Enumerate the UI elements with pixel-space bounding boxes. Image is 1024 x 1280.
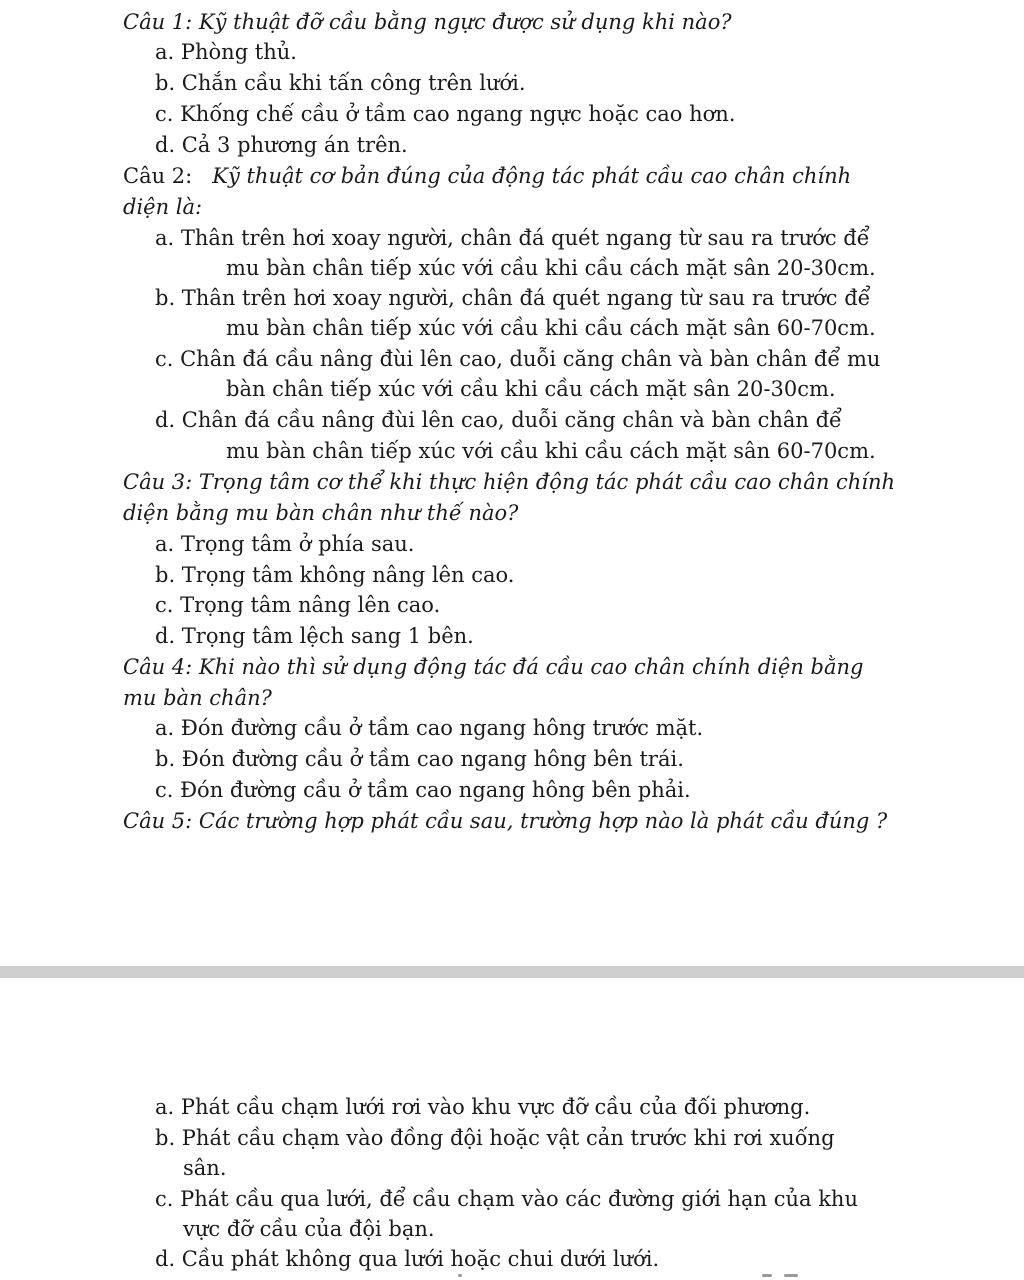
question-2-option-d-line1: d. Chân đá cầu nâng đùi lên cao, duỗi căng chân và bàn chân để [155, 408, 842, 432]
question-2-title-line1 [0, 162, 1024, 190]
question-2-label: Câu 2: [123, 164, 193, 188]
question-2-option-b-line2: mu bàn chân tiếp xúc với cầu khi cầu cách mặt sân 60-70cm. [226, 316, 876, 340]
question-4-option-b: b. Đón đường cầu ở tầm cao ngang hông bên trái. [155, 747, 684, 771]
question-2-option-c-line1: c. Chân đá cầu nâng đùi lên cao, duỗi căng chân và bàn chân để mu [155, 347, 881, 371]
question-5-option-d: d. Cầu phát không qua lưới hoặc chui dưới lưới. [155, 1247, 660, 1271]
question-1-option-d: d. Cả 3 phương án trên. [155, 133, 408, 157]
question-5-option-c-line1: c. Phát cầu qua lưới, để cầu chạm vào các đường giới hạn của khu [155, 1187, 858, 1211]
question-5-option-b-line1: b. Phát cầu chạm vào đồng đội hoặc vật cản trước khi rơi xuống [155, 1126, 835, 1150]
question-4-option-c: c. Đón đường cầu ở tầm cao ngang hông bên phải. [155, 778, 691, 802]
question-4-title-line2: mu bàn chân? [123, 686, 272, 710]
question-3-option-c: c. Trọng tâm nâng lên cao. [155, 593, 441, 617]
question-2-title-line2: diện là: [123, 195, 203, 219]
question-3-option-a: a. Trọng tâm ở phía sau. [155, 532, 415, 556]
question-1-option-b: b. Chắn cầu khi tấn công trên lưới. [155, 71, 526, 95]
question-5-option-a: a. Phát cầu chạm lưới rơi vào khu vực đỡ cầu của đối phương. [155, 1095, 811, 1119]
question-5-option-b-line2: sân. [183, 1156, 227, 1180]
question-2-option-c-line2: bàn chân tiếp xúc với cầu khi cầu cách mặt sân 20-30cm. [226, 377, 836, 401]
question-1-option-a: a. Phòng thủ. [155, 40, 297, 64]
question-5-option-c-line2: vực đỡ cầu của đội bạn. [183, 1217, 435, 1241]
question-2-option-a-line2: mu bàn chân tiếp xúc với cầu khi cầu cách mặt sân 20-30cm. [226, 256, 876, 280]
cutoff-text-fragment [440, 1274, 840, 1280]
question-4-option-a: a. Đón đường cầu ở tầm cao ngang hông trước mặt. [155, 716, 704, 740]
question-1-option-c: c. Khống chế cầu ở tầm cao ngang ngực hoặc cao hơn. [155, 102, 736, 126]
question-5-title: Câu 5: Các trường hợp phát cầu sau, trường hợp nào là phát cầu đúng ? [123, 809, 888, 833]
question-4-title-line1: Câu 4: Khi nào thì sử dụng động tác đá cầu cao chân chính diện bằng [123, 655, 864, 679]
question-1-title: Câu 1: Kỹ thuật đỡ cầu bằng ngực được sử dụng khi nào? [123, 10, 732, 34]
question-3-title-line1: Câu 3: Trọng tâm cơ thể khi thực hiện động tác phát cầu cao chân chính [123, 470, 896, 494]
question-3-option-d: d. Trọng tâm lệch sang 1 bên. [155, 624, 474, 648]
question-3-title-line2: diện bằng mu bàn chân như thế nào? [123, 501, 519, 525]
page-divider [0, 966, 1024, 978]
question-2-option-a-line1: a. Thân trên hơi xoay người, chân đá quét ngang từ sau ra trước để [155, 226, 870, 250]
question-2-option-b-line1: b. Thân trên hơi xoay người, chân đá quét ngang từ sau ra trước để [155, 286, 871, 310]
question-3-option-b: b. Trọng tâm không nâng lên cao. [155, 563, 515, 587]
question-2-title-text: Kỹ thuật cơ bản đúng của động tác phát cầu cao chân chính [212, 164, 852, 188]
question-2-option-d-line2: mu bàn chân tiếp xúc với cầu khi cầu cách mặt sân 60-70cm. [226, 439, 876, 463]
